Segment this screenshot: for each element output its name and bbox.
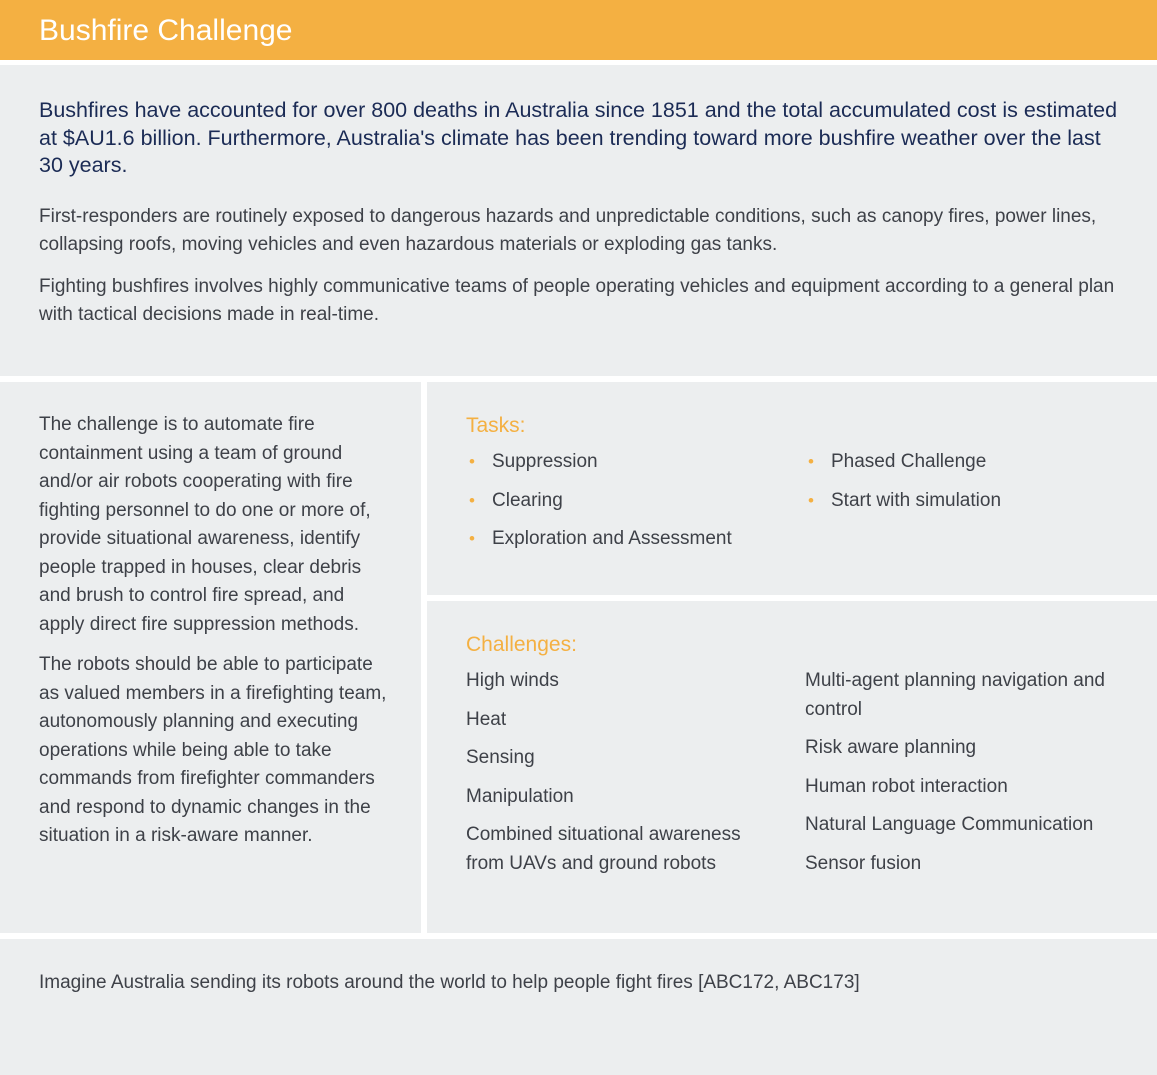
page-title: Bushfire Challenge xyxy=(39,14,293,47)
bullet-icon: • xyxy=(808,490,814,510)
list-item xyxy=(805,487,1001,516)
list-item xyxy=(466,487,732,516)
challenges-heading: Challenges: xyxy=(466,633,577,656)
list-item xyxy=(466,525,732,554)
list-item: Heat xyxy=(466,708,507,730)
bullet-icon: • xyxy=(469,529,475,548)
list-item: Combined situational awareness from UAVs and ground robots xyxy=(466,824,741,874)
tasks-panel xyxy=(427,382,1157,595)
list-item xyxy=(805,448,1001,477)
list-item: Human robot interaction xyxy=(805,775,1008,797)
intro-paragraph-1: First-responders are routinely exposed to dangerous hazards and unpredictable conditions, such as canopy fires, power lines, collapsing roofs, moving vehicles and even hazardous materials or exploding gas tanks. xyxy=(39,205,1097,255)
list-item: Sensor fusion xyxy=(805,852,922,874)
task-label: Clearing xyxy=(492,489,563,511)
bullet-icon: • xyxy=(469,490,475,510)
intro-lead: Bushfires have accounted for over 800 deaths in Australia since 1851 and the total accumulated cost is estimated at $AU1.6 billion. Furthermore, Australia's climate has been trending toward more bushfire weather over the last 30 years. xyxy=(39,98,1118,177)
list-item: Natural Language Communication xyxy=(805,814,1094,835)
header-banner xyxy=(0,0,1157,60)
challenges-panel xyxy=(427,601,1157,933)
intro-paragraph-2: Fighting bushfires involves highly communicative teams of people operating vehicles and equipment according to a general plan with tactical decisions made in real-time. xyxy=(39,275,1115,325)
task-label: Suppression xyxy=(492,451,598,472)
task-label: Exploration and Assessment xyxy=(492,528,732,549)
challenge-description-panel xyxy=(0,382,421,933)
bullet-icon: • xyxy=(808,452,814,471)
intro-panel xyxy=(0,65,1157,376)
tasks-heading: Tasks: xyxy=(466,414,526,437)
challenges-list-right xyxy=(805,667,1135,888)
tasks-list-left xyxy=(466,448,732,564)
footer-text: Imagine Australia sending its robots around the world to help people fight fires [ABC172, ABC173] xyxy=(39,972,860,993)
challenges-list-left xyxy=(466,667,766,888)
list-item: Manipulation xyxy=(466,785,574,807)
bullet-icon: • xyxy=(469,452,475,471)
task-label: Phased Challenge xyxy=(831,451,987,472)
list-item: Multi-agent planning navigation and control xyxy=(805,670,1105,720)
challenge-paragraph-2: The robots should be able to participate as valued members in a firefighting team, autonomously planning and executing operations while being able to take commands from firefighter commanders and respond to dynamic changes in the situation in a risk-aware manner. xyxy=(39,654,387,846)
list-item: High winds xyxy=(466,670,559,691)
challenge-paragraph-1: The challenge is to automate fire containment using a team of ground and/or air robots cooperating with fire fighting personnel to do one or more of, provide situational awareness, identify people trapped in houses, clear debris and brush to control fire spread, and apply direct fire suppression methods. xyxy=(39,414,371,635)
list-item xyxy=(466,448,732,477)
tasks-list-right xyxy=(805,448,1001,525)
list-item: Risk aware planning xyxy=(805,737,977,758)
footer-panel xyxy=(0,939,1157,1075)
task-label: Start with simulation xyxy=(831,489,1002,511)
list-item: Sensing xyxy=(466,747,535,768)
